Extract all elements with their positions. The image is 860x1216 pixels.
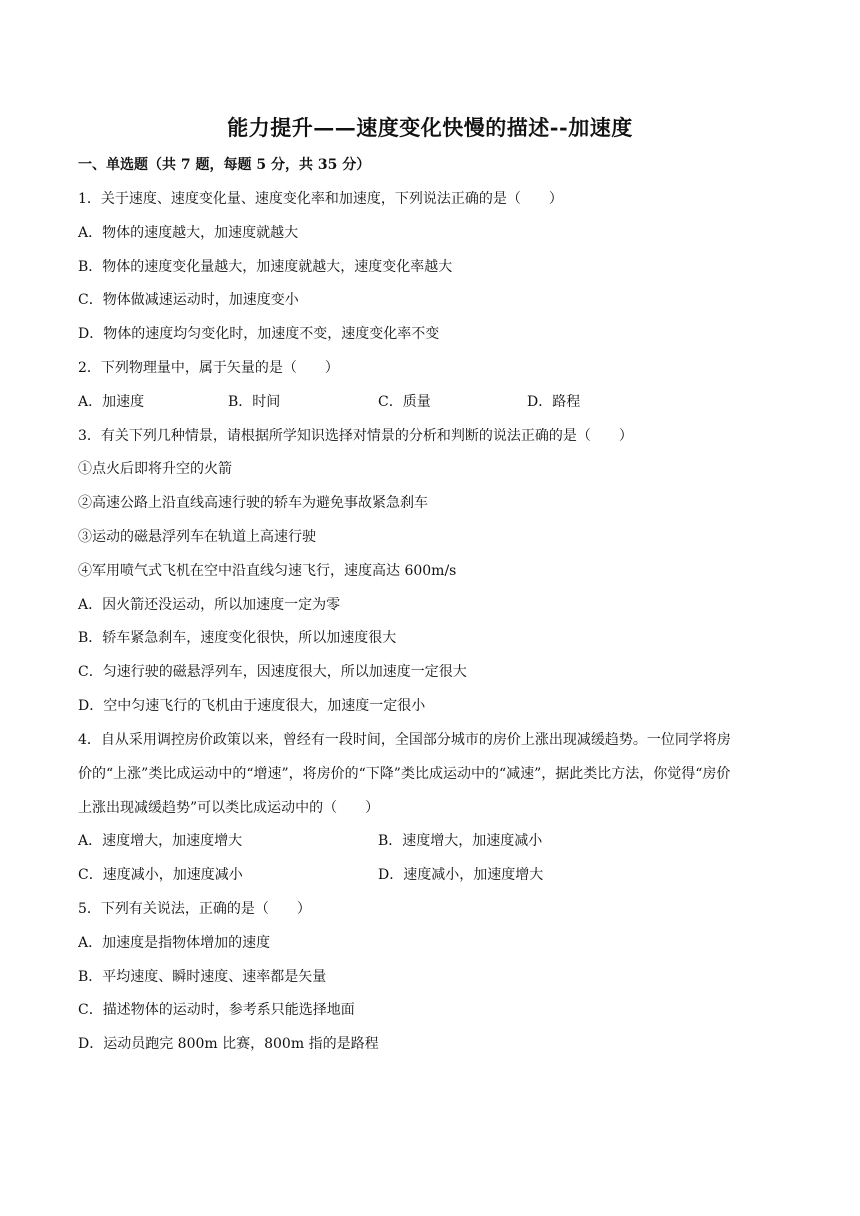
question-5-option-b: B．平均速度、瞬时速度、速率都是矢量: [78, 969, 327, 985]
question-2-option-b: B．时间: [228, 394, 281, 410]
question-5-option-c: C．描述物体的运动时，参考系只能选择地面: [78, 1002, 355, 1018]
question-4-option-c: C．速度减小，加速度减小: [78, 867, 243, 883]
question-2-option-c: C．质量: [378, 394, 431, 410]
question-1-option-a: A．物体的速度越大，加速度就越大: [78, 225, 299, 241]
question-1-option-c: C．物体做减速运动时，加速度变小: [78, 292, 299, 308]
question-4-option-a: A．速度增大，加速度增大: [78, 833, 243, 849]
question-3-scenario-2: ②高速公路上沿直线高速行驶的轿车为避免事故紧急刹车: [78, 495, 428, 511]
question-3-stem: 3．有关下列几种情景，请根据所学知识选择对情景的分析和判断的说法正确的是（ ）: [78, 428, 633, 444]
question-3-option-b: B．轿车紧急刹车，速度变化很快，所以加速度很大: [78, 630, 397, 646]
question-1-option-b: B．物体的速度变化量越大，加速度就越大，速度变化率越大: [78, 259, 453, 275]
question-4-stem-line-3: 上涨出现减缓趋势”可以类比成运动中的（ ）: [78, 800, 380, 816]
question-5-option-a: A．加速度是指物体增加的速度: [78, 935, 271, 951]
question-3-scenario-4: ④军用喷气式飞机在空中沿直线匀速飞行，速度高达 600m/s: [78, 563, 457, 579]
question-4-stem-line-1: 4．自从采用调控房价政策以来，曾经有一段时间，全国部分城市的房价上涨出现减缓趋势。一位同学将房: [78, 732, 731, 748]
section-heading: 一、单选题（共 7 题，每题 5 分，共 35 分）: [78, 157, 371, 173]
page-title: 能力提升——速度变化快慢的描述--加速度: [227, 115, 633, 140]
question-3-option-a: A．因火箭还没运动，所以加速度一定为零: [78, 597, 341, 613]
question-4-option-b: B．速度增大，加速度减小: [378, 833, 543, 849]
question-3-scenario-3: ③运动的磁悬浮列车在轨道上高速行驶: [78, 529, 316, 545]
question-4-option-d: D．速度减小，加速度增大: [378, 867, 544, 883]
question-2-option-d: D．路程: [527, 394, 581, 410]
question-3-option-c: C．匀速行驶的磁悬浮列车，因速度很大，所以加速度一定很大: [78, 664, 467, 680]
question-4-stem-line-2: 价的“上涨”类比成运动中的“增速”，将房价的“下降”类比成运动中的“减速”，据此类比方法，你觉得“房价: [78, 766, 731, 782]
question-3-scenario-1: ①点火后即将升空的火箭: [78, 461, 232, 477]
question-1-option-d: D．物体的速度均匀变化时，加速度不变，速度变化率不变: [78, 326, 440, 342]
question-2-stem: 2．下列物理量中，属于矢量的是（ ）: [78, 360, 339, 376]
question-5-option-d: D．运动员跑完 800m 比赛，800m 指的是路程: [78, 1036, 379, 1052]
question-2-option-a: A．加速度: [78, 394, 145, 410]
question-3-option-d: D．空中匀速飞行的飞机由于速度很大，加速度一定很小: [78, 698, 426, 714]
question-5-stem: 5．下列有关说法，正确的是（ ）: [78, 901, 311, 917]
question-1-stem: 1．关于速度、速度变化量、速度变化率和加速度，下列说法正确的是（ ）: [78, 191, 563, 207]
